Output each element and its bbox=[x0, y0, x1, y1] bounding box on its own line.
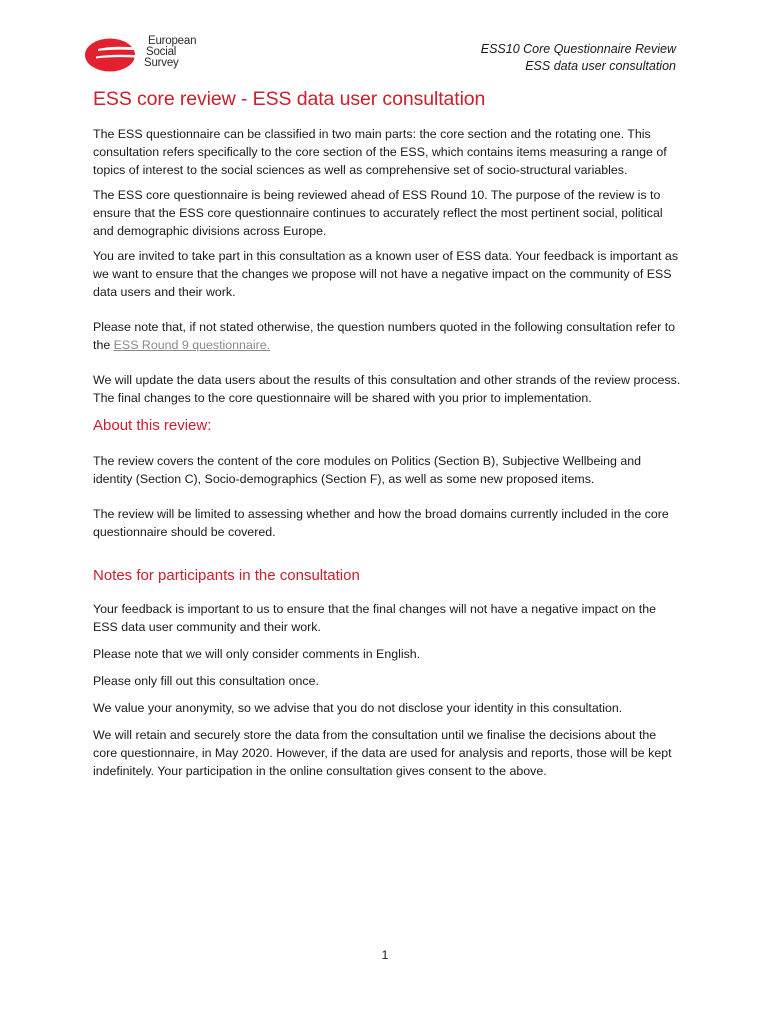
intro-paragraph-4-text: Please note that, if not stated otherwise, the question numbers quoted in the following consultation refer to the bbox=[93, 320, 676, 352]
intro-paragraph-2: The ESS core questionnaire is being reviewed ahead of ESS Round 10. The purpose of the review is to ensure that the ESS core questionnaire continues to accurately reflect the most pertinent social, political and demographic divisions across Europe. bbox=[93, 188, 663, 238]
document-header bbox=[481, 41, 676, 75]
document-body bbox=[93, 88, 683, 780]
logo-line-2: Social bbox=[146, 46, 177, 58]
notes-paragraph-3: Please only fill out this consultation once. bbox=[93, 674, 319, 688]
ess-logo-icon bbox=[84, 36, 140, 74]
intro-paragraph-4 bbox=[93, 318, 683, 354]
notes-paragraph-4: We value your anonymity, so we advise that you do not disclose your identity in this consultation. bbox=[93, 701, 623, 715]
page-title: ESS core review - ESS data user consultation bbox=[93, 88, 486, 110]
notes-paragraph-5: We will retain and securely store the data from the consultation until we finalise the decisions about the core questionnaire, in May 2020. However, if the data are used for analysis and reports, those will be kept indefinitely. Your participation in the online consultation gives consent to the above. bbox=[93, 728, 672, 778]
logo-line-1: European bbox=[148, 35, 197, 47]
intro-paragraph-3: You are invited to take part in this consultation as a known user of ESS data. Your feedback is important as we want to ensure that the changes we propose will not have a negative impact on the community of ESS data users and their work. bbox=[93, 249, 679, 299]
about-paragraph-1: The review covers the content of the core modules on Politics (Section B), Subjective Wellbeing and identity (Section C), Socio-demographics (Section F), as well as some new proposed items. bbox=[93, 454, 641, 486]
logo-wordmark bbox=[136, 36, 196, 69]
header-line-1: ESS10 Core Questionnaire Review bbox=[480, 42, 676, 56]
intro-paragraph-1: The ESS questionnaire can be classified in two main parts: the core section and the rotating one. This consultation refers specifically to the core section of the ESS, which contains items measuring a range of topics of interest to the social sciences as well as comprehensive set of socio-structural variables. bbox=[93, 127, 667, 177]
ess-logo bbox=[84, 36, 214, 74]
notes-heading: Notes for participants in the consultation bbox=[93, 567, 360, 584]
ess-round9-questionnaire-link[interactable]: ESS Round 9 questionnaire. bbox=[113, 338, 271, 352]
notes-paragraph-1: Your feedback is important to us to ensure that the final changes will not have a negative impact on the ESS data user community and their work. bbox=[93, 602, 656, 634]
about-heading: About this review: bbox=[93, 417, 212, 434]
about-paragraph-2: The review will be limited to assessing whether and how the broad domains currently included in the core questionnaire should be covered. bbox=[93, 507, 669, 539]
logo-line-3: Survey bbox=[144, 57, 179, 69]
intro-paragraph-5: We will update the data users about the results of this consultation and other strands of the review process. The final changes to the core questionnaire will be shared with you prior to implementation. bbox=[93, 373, 681, 405]
header-line-2: ESS data user consultation bbox=[525, 59, 676, 73]
page-number: 1 bbox=[381, 948, 389, 962]
notes-paragraph-2: Please note that we will only consider comments in English. bbox=[93, 647, 421, 661]
